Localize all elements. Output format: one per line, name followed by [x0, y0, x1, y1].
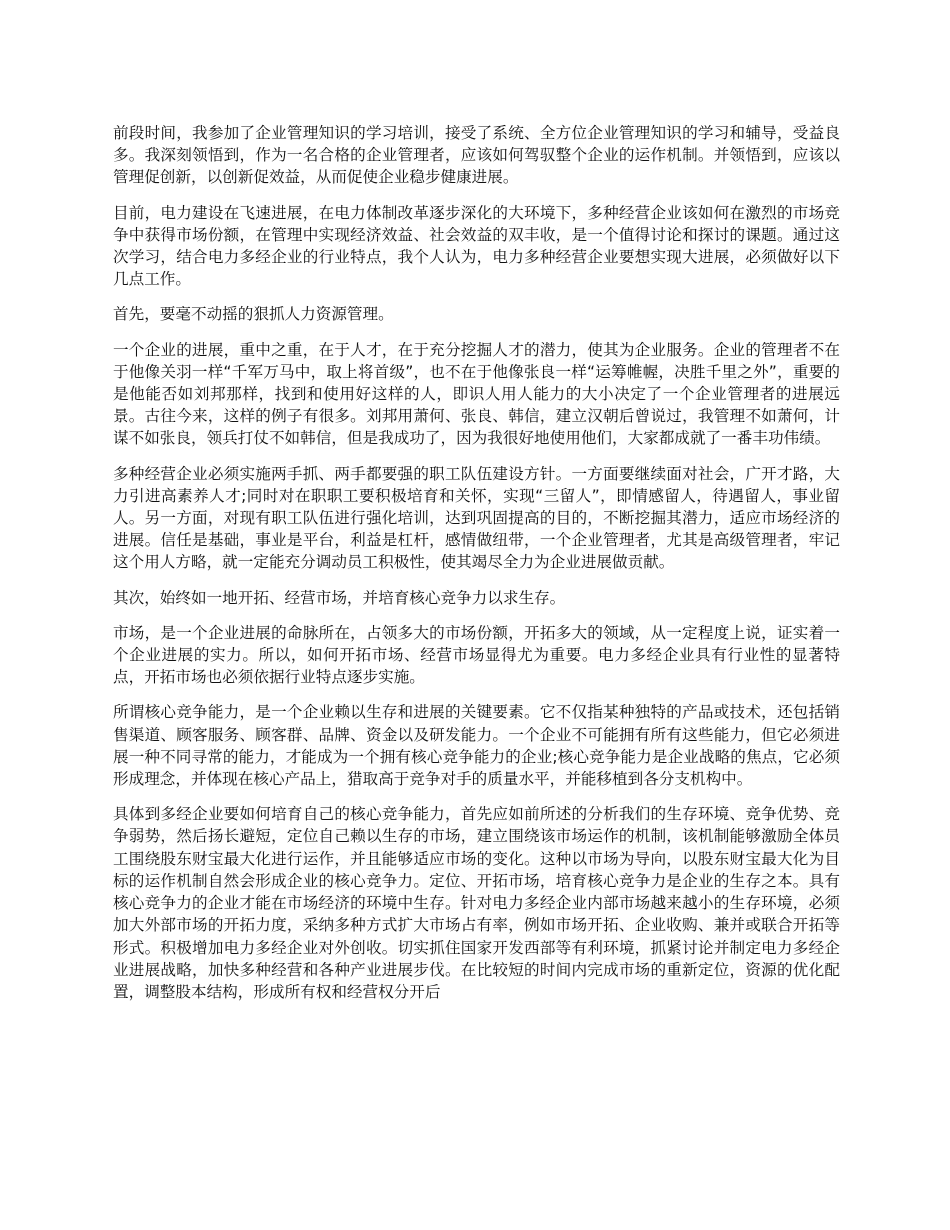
paragraph-point-two-heading: 其次，始终如一地开拓、经营市场，并培育核心竞争力以求生存。: [113, 588, 566, 607]
paragraph-workforce: 多种经营企业必须实施两手抓、两手都要强的职工队伍建设方针。一方面要继续面对社会，广开才路，大力引进高素养人才;同时对在职职工要积极培育和关怀，实现“三留人”，即情感留人，待遇留人，事业留人。另一方面，对现有职工队伍进行强化培训，达到巩固提高的目的，不断挖掘其潜力，适应市场经济的进展。信任是基础，事业是平台，利益是杠杆，感情做纽带，一个企业管理者，尤其是高级管理者，牢记这个用人方略，就一定能充分调动员工积极性，使其竭尽全力为企业进展做贡献。: [113, 464, 840, 572]
paragraph-talent: 一个企业的进展，重中之重，在于人才，在于充分挖掘人才的潜力，使其为企业服务。企业的管理者不在于他像关羽一样“千军万马中，取上将首级”，也不在于他像张良一样“运筹帷幄，决胜千里之外”，重要的是他能否如刘邦那样，找到和使用好这样的人，即识人用人能力的大小决定了一个企业管理者的进展远景。古往今来，这样的例子有很多。刘邦用萧何、张良、韩信，建立汉朝后曾说过，我管理不如萧何，计谋不如张良，领兵打仗不如韩信，但是我成功了，因为我很好地使用他们，大家都成就了一番丰功伟绩。: [113, 340, 840, 448]
paragraph-core-competence: 所谓核心竞争能力，是一个企业赖以生存和进展的关键要素。它不仅指某种独特的产品或技术，还包括销售渠道、顾客服务、顾客群、品牌、资金以及研发能力。一个企业不可能拥有所有这些能力，但它必须进展一种不同寻常的能力，才能成为一个拥有核心竞争能力的企业;核心竞争能力是企业战略的焦点，它必须形成理念，并体现在核心产品上，猎取高于竞争对手的质量水平，并能移植到各分支机构中。: [113, 703, 840, 789]
paragraph-strategy: 具体到多经企业要如何培育自己的核心竞争能力，首先应如前所述的分析我们的生存环境、竞争优势、竞争弱势，然后扬长避短，定位自己赖以生存的市场，建立围绕该市场运作的机制，该机制能够激励全体员工围绕股东财宝最大化进行运作，并且能够适应市场的变化。这种以市场为导向，以股东财宝最大化为目标的运作机制自然会形成企业的核心竞争力。定位、开拓市场，培育核心竞争力是企业的生存之本。具有核心竞争力的企业才能在市场经济的环境中生存。针对电力多经企业内部市场越来越小的生存环境，必须加大外部市场的开拓力度，采纳多种方式扩大市场占有率，例如市场开拓、企业收购、兼并或联合开拓等形式。积极增加电力多经企业对外创收。切实抓住国家开发西部等有利环境，抓紧讨论并制定电力多经企业进展战略，加快多种经营和各种产业进展步伐。在比较短的时间内完成市场的重新定位，资源的优化配置，调整股本结构，形成所有权和经营权分开后: [113, 805, 840, 1001]
paragraph-point-one-heading: 首先，要毫不动摇的狠抓人力资源管理。: [113, 305, 394, 324]
document-body: [113, 122, 840, 1016]
paragraph-intro: 前段时间，我参加了企业管理知识的学习培训，接受了系统、全方位企业管理知识的学习和辅导，受益良多。我深刻领悟到，作为一名合格的企业管理者，应该如何驾驭整个企业的运作机制。并领悟到，应该以管理促创新，以创新促效益，从而促使企业稳步健康进展。: [113, 124, 840, 187]
paragraph-market: 市场，是一个企业进展的命脉所在，占领多大的市场份额，开拓多大的领域，从一定程度上说，证实着一个企业进展的实力。所以，如何开拓市场、经营市场显得尤为重要。电力多经企业具有行业性的显著特点，开拓市场也必须依据行业特点逐步实施。: [113, 623, 840, 687]
paragraph-background: 目前，电力建设在飞速进展，在电力体制改革逐步深化的大环境下，多种经营企业该如何在激烈的市场竞争中获得市场份额，在管理中实现经济效益、社会效益的双丰收，是一个值得讨论和探讨的课题。通过这次学习，结合电力多经企业的行业特点，我个人认为，电力多种经营企业要想实现大进展，必须做好以下几点工作。: [113, 203, 840, 289]
